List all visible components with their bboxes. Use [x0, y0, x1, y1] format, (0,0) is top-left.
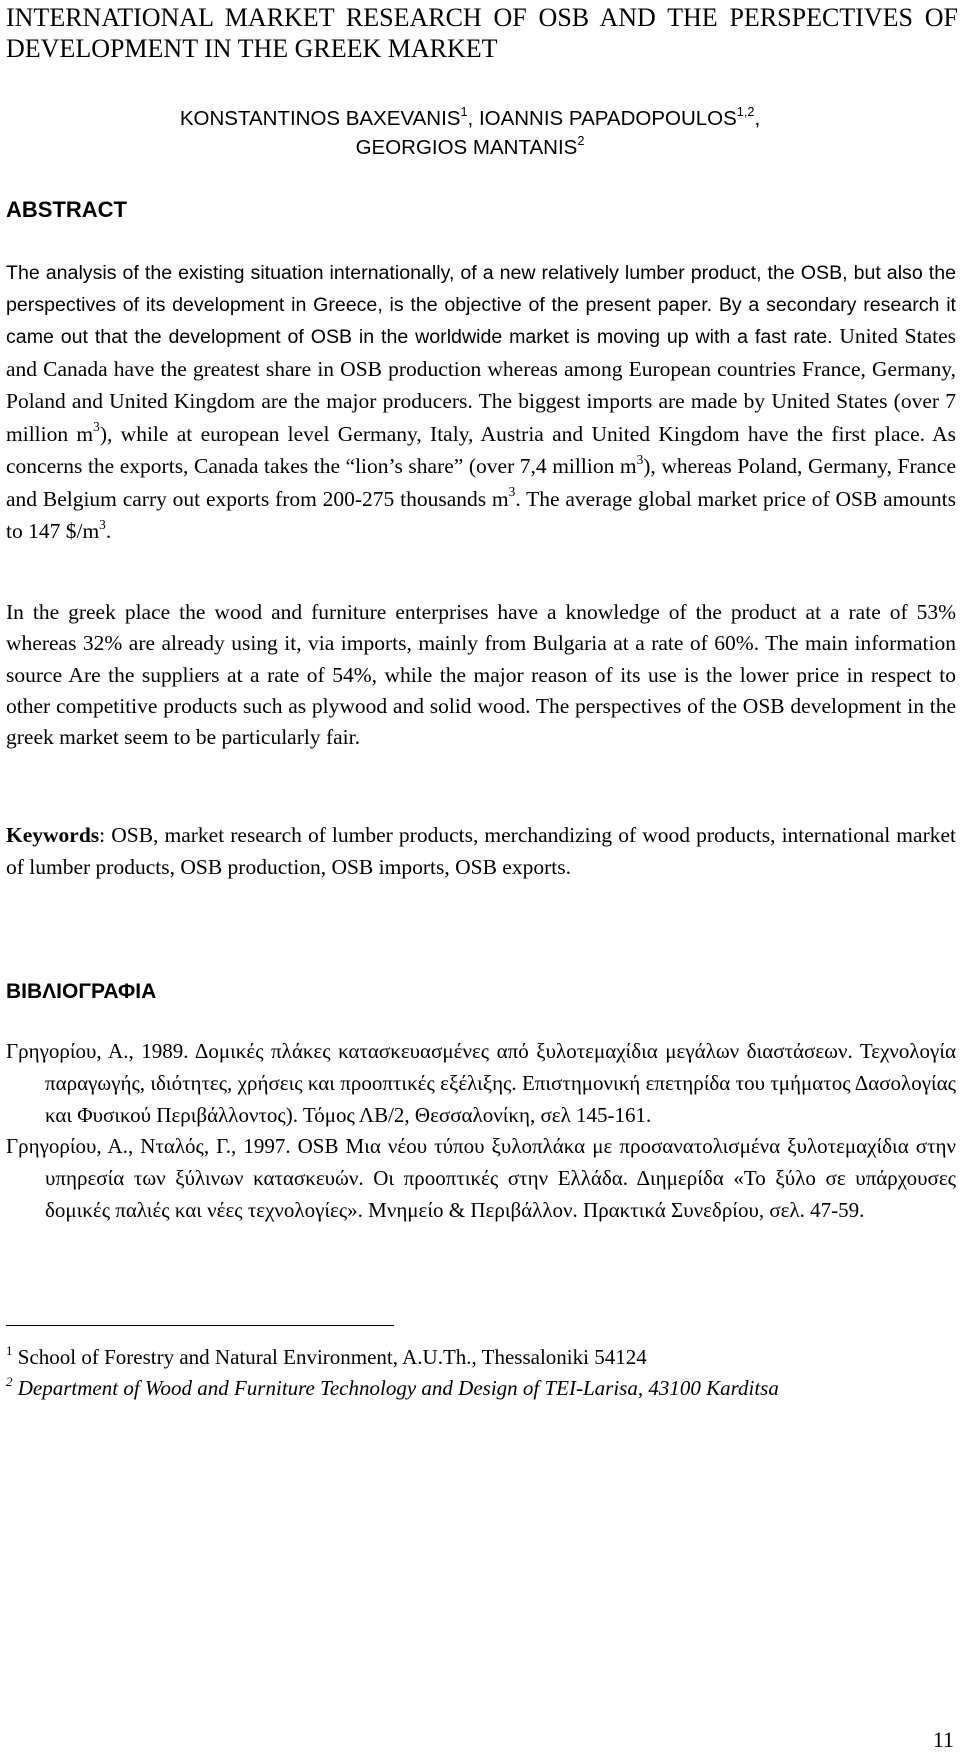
author-affiliation-mark: 1,2 — [736, 104, 755, 120]
abstract-heading: ABSTRACT — [6, 197, 127, 222]
author-list: KONSTANTINOS BAXEVANIS$^1$, IOANNIS PAPADOPOULOS$^{1,2}$, GEORGIOS MANTANIS$^2$ — [179, 104, 761, 159]
abstract-paragraph-greek-market: In the greek place the wood and furniture enterprises have a knowledge of the product at a rate of 53% whereas 32% are already using it, via imports, mainly from Bulgaria at a rate of 60%. The main information source Are the suppliers at a rate of 54%, while the major reason of its use is the lower price in respect to other competitive products such as plywood and solid wood. The perspectives of the OSB development in the greek market seem to be particularly fair. — [6, 600, 956, 750]
author-name: GEORGIOS MANTANIS — [355, 136, 578, 159]
abstract-paragraph — [6, 258, 956, 549]
footnote-divider — [6, 1325, 394, 1326]
footnote — [6, 1373, 946, 1404]
paper-title: INTERNATIONAL MARKET RESEARCH OF OSB AND THE PERSPECTIVES OF DEVELOPMENT IN THE GREEK MARKET — [6, 3, 958, 63]
abstract-text: The analysis of the existing situation internationally, of a new relatively lumber product, the OSB, but also the perspectives of its development in Greece, is the objective of the present paper. By a secondary research it came out that the development of OSB in the worldwide market is moving up with a fast rate. — [6, 262, 956, 348]
author-affiliation-mark: 2 — [577, 133, 585, 149]
keywords-text: : OSB, market research of lumber products, merchandizing of wood products, international market of lumber products, OSB production, OSB imports, OSB exports. — [6, 823, 956, 879]
page-number: 11 — [932, 1727, 954, 1752]
bibliography-heading: ΒΙΒΛΙΟΓΡΑΦΙΑ — [6, 980, 157, 1003]
footnote-mark: 2 — [6, 1374, 13, 1389]
footnote-text: School of Forestry and Natural Environment, A.U.Th., Thessaloniki 54124 — [12, 1345, 647, 1369]
footnote-list — [6, 1342, 946, 1404]
superscript-3: 3 — [636, 451, 644, 467]
reference-item: Γρηγορίου, Α., Νταλός, Γ., 1997. OSB Μια νέου τύπου ξυλοπλάκα με προσανατολισμένα ξυλοτεμαχίδια στην υπηρεσία των ξύλινων κατασκευών. Οι προοπτικές στην Ελλάδα. Διημερίδα «Το ξύλο σε υπάρχουσες δομικές παλιές και νέες τεχνολογίες». Μνημείο & Περιβάλλον. Πρακτικά Συνεδρίου, σελ. 47-59. — [6, 1134, 956, 1222]
superscript-3: 3 — [93, 419, 100, 435]
author-affiliation-mark: 1 — [460, 104, 468, 120]
footnote — [6, 1342, 946, 1373]
superscript-3: 3 — [508, 484, 516, 500]
superscript-3: 3 — [99, 516, 106, 532]
abstract-text-serif: United States and Canada have the greatest share in OSB production whereas among European countries France, Germany, Poland and United Kingdom are the major producers. The biggest imports are made by United States (over 7 million $m^3$), while at european level Germany, Italy, Austria and United Kingdom have the first place. As concerns the exports, Canada takes the “lion’s share” (over 7,4 million $m^3$), whereas Poland, Germany, France and Belgium carry out exports from 200-275 thousands $m^3$. The average global market price of OSB amounts to 147 $\$/m^3$. — [6, 324, 957, 543]
author-name: IOANNIS PAPADOPOULOS — [478, 107, 737, 130]
reference-item: Γρηγορίου, Α., 1989. Δομικές πλάκες κατασκευασμένες από ξυλοτεμαχίδια μεγάλων διαστάσεων. Τεχνολογία παραγωγής, ιδιότητες, χρήσεις και προοπτικές εξέλιξης. Επιστημονική επετηρίδα του τμήματος Δασολογίας και Φυσικού Περιβάλλοντος). Τόμος ΛΒ/2, Θεσσαλονίκη, σελ 145-161. — [6, 1039, 956, 1127]
keywords — [6, 820, 956, 883]
footnote-mark: 1 — [6, 1343, 13, 1358]
reference-list — [6, 1036, 956, 1227]
author-name: KONSTANTINOS BAXEVANIS — [179, 107, 461, 130]
footnote-text: Department of Wood and Furniture Technology and Design of TEI-Larisa, 43100 Karditsa — [12, 1376, 779, 1400]
keywords-label: Keywords — [6, 823, 100, 847]
